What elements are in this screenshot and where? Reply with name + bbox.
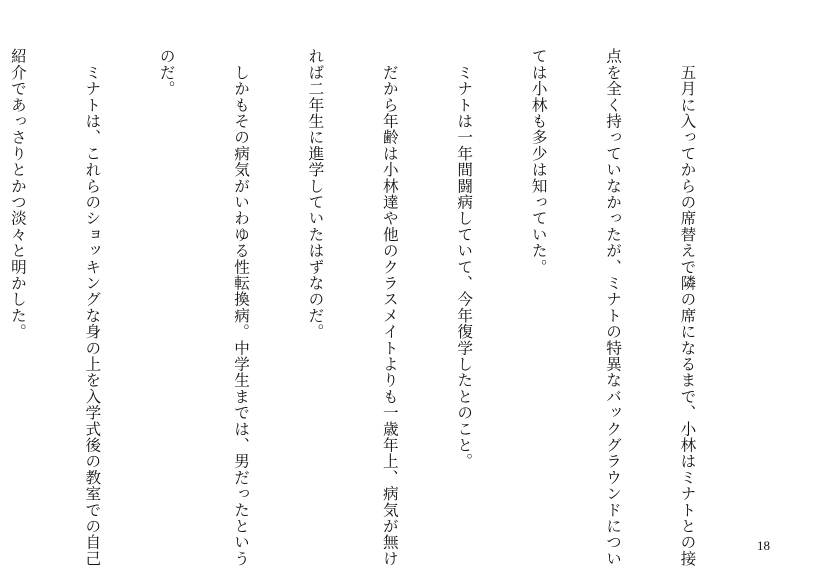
text-line: ミナトは一年間闘病していて、今年復学したとのこと。 <box>455 48 474 470</box>
text-line: れば二年生に進学していたはずなのだ。 <box>306 48 325 340</box>
text-line: ては小林も多少は知っていた。 <box>529 48 548 275</box>
text-line: ミナトは、これらのショッキングな身の上を入学式後の教室での自己 <box>83 48 102 567</box>
text-line: しかもその病気がいわゆる性転換病。中学生までは、男だったという <box>232 48 251 567</box>
text-line: のだ。 <box>157 48 176 97</box>
text-line: 点を全く持っていなかったが、ミナトの特異なバックグラウンドについ <box>604 48 623 567</box>
page-number: 18 <box>757 538 770 553</box>
text-line: 紹介であっさりとかつ淡々と明かした。 <box>8 48 27 340</box>
text-line: 五月に入ってからの席替えで隣の席になるまで、小林はミナトとの接 <box>678 48 697 567</box>
vertical-text-body <box>0 48 749 567</box>
text-line: だから年齢は小林達や他のクラスメイトよりも一歳年上、病気が無け <box>380 48 399 567</box>
